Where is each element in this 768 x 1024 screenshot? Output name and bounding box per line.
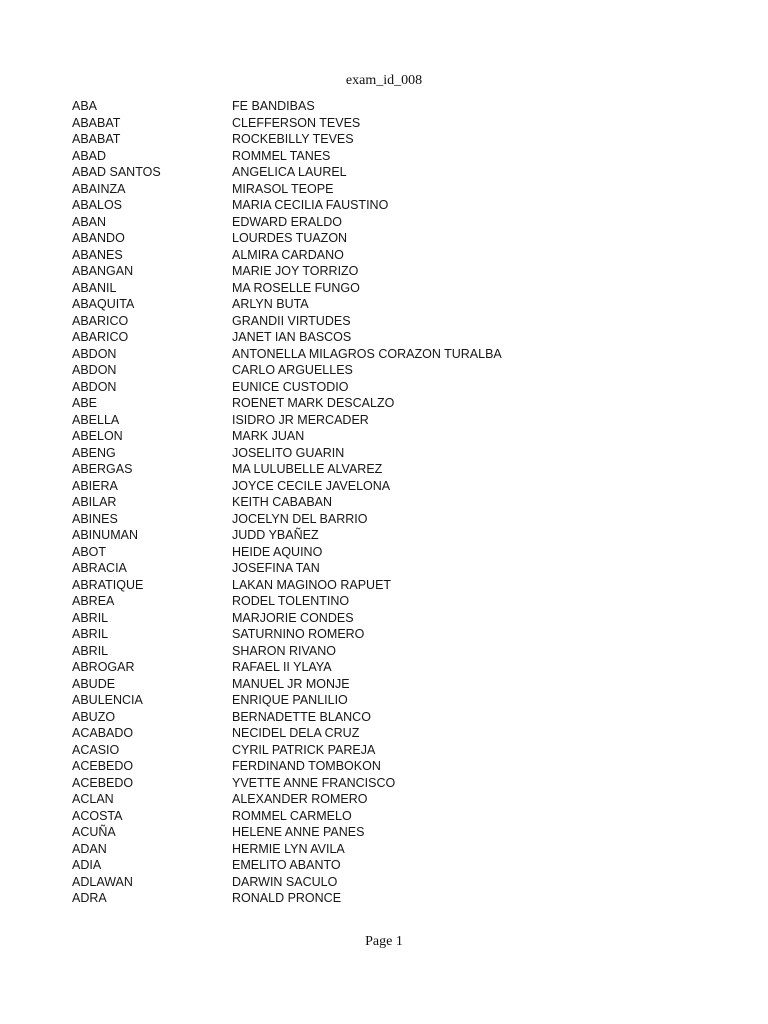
given-name-cell: CLEFFERSON TEVES [232,115,361,130]
table-row [72,610,502,627]
surname-cell: ABUDE [72,676,116,691]
given-name-cell: NECIDEL DELA CRUZ [232,726,360,740]
surname-cell: ABARICO [72,313,129,328]
page-footer [0,933,768,951]
surname-cell: ABABAT [72,115,121,130]
surname-cell: ABERGAS [72,462,133,476]
surname-cell: ABREA [72,594,115,608]
surname-cell: ABAN [72,214,107,229]
given-name-cell: EUNICE CUSTODIO [232,379,349,394]
given-name-cell: ROENET MARK DESCALZO [232,396,395,410]
surname-cell: ABALOS [72,198,123,212]
given-name-cell: FE BANDIBAS [232,99,315,113]
given-name-cell: MA LULUBELLE ALVAREZ [232,462,383,476]
given-name-cell: EMELITO ABANTO [232,858,341,872]
table-row [72,362,502,379]
surname-cell: ADAN [72,841,107,856]
table-row [72,775,502,792]
table-row [72,709,502,726]
given-name-cell: EDWARD ERALDO [232,214,342,229]
given-name-cell: RONALD PRONCE [232,891,342,905]
table-row [72,742,502,759]
surname-cell: ABROGAR [72,660,135,674]
table-row [72,164,502,181]
given-name-cell: ROCKEBILLY TEVES [232,132,354,146]
table-row [72,263,502,280]
table-row [72,593,502,610]
surname-cell: ACABADO [72,726,134,740]
given-name-cell: GRANDII VIRTUDES [232,313,351,328]
given-name-cell: LAKAN MAGINOO RAPUET [232,577,392,592]
given-name-cell: MARIA CECILIA FAUSTINO [232,198,389,212]
surname-cell: ABRIL [72,610,109,625]
surname-cell: ABA [72,99,98,113]
table-row [72,461,502,478]
surname-cell: ABENG [72,445,116,460]
table-row [72,478,502,495]
given-name-cell: ANTONELLA MILAGROS CORAZON TURALBA [232,346,502,361]
surname-cell: ABRIL [72,643,109,658]
surname-cell: ABANES [72,247,123,262]
given-name-cell: YVETTE ANNE FRANCISCO [232,775,396,790]
table-row [72,214,502,231]
surname-cell: ABAD [72,148,107,163]
table-row [72,725,502,742]
given-name-cell: MARJORIE CONDES [232,610,354,625]
table-row [72,412,502,429]
table-row [72,560,502,577]
surname-cell: ACASIO [72,742,120,757]
surname-cell: ABIERA [72,478,118,493]
given-name-cell: KEITH CABABAN [232,495,333,509]
given-name-cell: LOURDES TUAZON [232,231,348,245]
given-name-cell: MARIE JOY TORRIZO [232,264,359,278]
table-row [72,824,502,841]
given-name-cell: JOYCE CECILE JAVELONA [232,478,391,493]
given-name-cell: JOCELYN DEL BARRIO [232,511,368,526]
table-row [72,247,502,264]
given-name-cell: ROMMEL TANES [232,148,331,163]
surname-cell: ABAD SANTOS [72,165,161,179]
given-name-cell: ISIDRO JR MERCADER [232,412,369,427]
surname-cell: ABELLA [72,412,120,427]
table-row [72,296,502,313]
table-row [72,379,502,396]
surname-cell: ABILAR [72,495,117,509]
table-row [72,511,502,528]
given-name-cell: JOSEFINA TAN [232,561,320,575]
name-list-table [72,98,502,907]
table-row [72,98,502,115]
table-row [72,841,502,858]
given-name-cell: ARLYN BUTA [232,297,309,311]
table-row [72,115,502,132]
table-row [72,445,502,462]
given-name-cell: CARLO ARGUELLES [232,363,353,377]
table-row [72,329,502,346]
given-name-cell: CYRIL PATRICK PAREJA [232,742,376,757]
given-name-cell: RODEL TOLENTINO [232,594,350,608]
surname-cell: ABELON [72,429,123,443]
surname-cell: ABRATIQUE [72,577,144,592]
given-name-cell: HERMIE LYN AVILA [232,841,345,856]
given-name-cell: BERNADETTE BLANCO [232,709,371,724]
page-header [0,72,768,90]
given-name-cell: HELENE ANNE PANES [232,825,365,839]
document-title: exam_id_008 [345,73,423,88]
surname-cell: ABDON [72,379,117,394]
table-row [72,890,502,907]
given-name-cell: JOSELITO GUARIN [232,445,345,460]
given-name-cell: ALMIRA CARDANO [232,247,344,262]
table-row [72,280,502,297]
surname-cell: ABDON [72,346,117,361]
given-name-cell: MA ROSELLE FUNGO [232,280,360,295]
name-list-body [72,98,502,907]
surname-cell: ABINUMAN [72,528,138,542]
given-name-cell: MIRASOL TEOPE [232,181,334,196]
given-name-cell: MARK JUAN [232,429,305,443]
table-row [72,181,502,198]
surname-cell: ABUZO [72,709,116,724]
table-row [72,692,502,709]
given-name-cell: JUDD YBAÑEZ [232,528,319,542]
table-row [72,626,502,643]
given-name-cell: ANGELICA LAUREL [232,165,347,179]
surname-cell: ACEBEDO [72,775,134,790]
given-name-cell: FERDINAND TOMBOKON [232,759,381,773]
page-number: Page 1 [365,934,403,949]
table-row [72,808,502,825]
table-row [72,395,502,412]
table-row [72,676,502,693]
surname-cell: ABE [72,396,98,410]
given-name-cell: SHARON RIVANO [232,643,336,658]
given-name-cell: SATURNINO ROMERO [232,627,365,641]
surname-cell: ABINES [72,511,118,526]
table-row [72,874,502,891]
surname-cell: ABANGAN [72,264,134,278]
surname-cell: ADLAWAN [72,874,133,889]
surname-cell: ABABAT [72,132,121,146]
table-row [72,494,502,511]
table-row [72,643,502,660]
table-row [72,758,502,775]
surname-cell: ADIA [72,858,102,872]
given-name-cell: ROMMEL CARMELO [232,808,352,823]
given-name-cell: JANET IAN BASCOS [232,330,352,344]
given-name-cell: HEIDE AQUINO [232,544,323,559]
given-name-cell: DARWIN SACULO [232,874,338,889]
surname-cell: ABRACIA [72,561,127,575]
table-row [72,313,502,330]
table-row [72,857,502,874]
surname-cell: ACUÑA [72,825,116,839]
surname-cell: ACEBEDO [72,759,134,773]
table-row [72,544,502,561]
table-row [72,148,502,165]
table-row [72,346,502,363]
surname-cell: ABAQUITA [72,297,135,311]
table-row [72,230,502,247]
given-name-cell: RAFAEL II YLAYA [232,660,332,674]
surname-cell: ABULENCIA [72,693,143,707]
surname-cell: ACOSTA [72,808,123,823]
given-name-cell: ALEXANDER ROMERO [232,792,368,806]
surname-cell: ABDON [72,363,117,377]
surname-cell: ABANDO [72,231,125,245]
table-row [72,131,502,148]
table-row [72,577,502,594]
given-name-cell: ENRIQUE PANLILIO [232,693,348,707]
table-row [72,197,502,214]
table-row [72,527,502,544]
table-row [72,659,502,676]
table-row [72,791,502,808]
surname-cell: ABAINZA [72,181,126,196]
table-row [72,428,502,445]
given-name-cell: MANUEL JR MONJE [232,676,350,691]
surname-cell: ABANIL [72,280,117,295]
surname-cell: ABARICO [72,330,129,344]
surname-cell: ADRA [72,891,107,905]
surname-cell: ABRIL [72,627,109,641]
surname-cell: ABOT [72,544,107,559]
surname-cell: ACLAN [72,792,114,806]
